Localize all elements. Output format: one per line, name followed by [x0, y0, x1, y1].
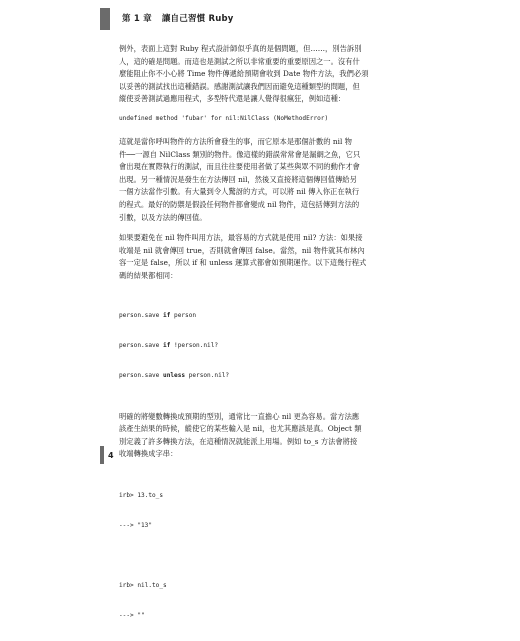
text-line: 件──一源自 NilClass 類別的物件。像這樣的錯誤常常會是漏網之魚，它只	[119, 149, 361, 159]
paragraph-2	[119, 136, 411, 224]
code-line: irb> nil.to_s	[119, 581, 167, 589]
code-block-irb	[119, 471, 411, 641]
paragraph-4	[119, 411, 411, 461]
code-block-nil-check	[119, 291, 411, 401]
text-line: 一個方法當作引數。有大量到令人驚訝的方式，可以將 nil 傳入你正在執行	[119, 187, 360, 197]
paragraph-3	[119, 232, 411, 282]
code-line: person.save if person	[119, 311, 197, 319]
page-body	[119, 43, 411, 641]
page-number: 4	[108, 451, 114, 460]
text-line: 別定義了許多轉換方法，在這種情況就能派上用場。例如 to_s 方法會將接	[119, 436, 358, 446]
code-line: irb> 13.to_s	[119, 491, 164, 499]
text-line: 引數，以及方法的傳回值。	[119, 212, 207, 222]
text-line: 碼的結果都相同：	[119, 270, 178, 280]
page-number-marker	[100, 446, 104, 464]
text-line: 麼能阻止你不小心將 Time 物件傳遞給預期會收到 Date 物件方法，我們必須	[119, 69, 369, 79]
text-line: 如果要避免在 nil 物件叫用方法，最容易的方式就是使用 nil? 方法：如果接	[119, 233, 363, 243]
text-line: 該產生結果的時候，縱使它的某些輸入是 nil，也尤其應該是真。Object 類	[119, 424, 362, 434]
code-line: ---> ""	[119, 611, 145, 619]
text-line: 以妥善的測試找出這種錯誤。感謝測試讓我們因而避免這種類型的問題，但	[119, 81, 360, 91]
chapter-number: 第 1 章	[122, 14, 152, 24]
code-line: person.save unless person.nil?	[119, 371, 230, 379]
code-line	[119, 551, 411, 561]
running-header	[122, 12, 234, 24]
text-line: 這就是當你呼叫物件的方法所會發生的事，而它原本是那個計數的 nil 物	[119, 136, 352, 146]
header-marker	[100, 8, 110, 30]
text-line: 縱使妥善測試過應用程式，多型特代還是讓人覺得很瘋狂，例如這種：	[119, 94, 346, 104]
text-line: 收端轉換成字串：	[119, 449, 178, 459]
chapter-title: 讓自己習慣 Ruby	[161, 14, 234, 24]
text-line: 人，這的確是問題。而這也是測試之所以非常重要的重要原因之一。沒有什	[119, 56, 360, 66]
text-line: 的程式。最好的防禦是假設任何物件都會變成 nil 物件，這包括傳到方法的	[119, 199, 360, 209]
text-line: 收端是 nil 就會傳回 true，否則就會傳回 false。當然，nil 物件就其布林內	[119, 245, 365, 255]
paragraph-1	[119, 43, 411, 106]
text-line: 明確的將變數轉換成預期的型別，通常比一直擔心 nil 更為容易。當方法應	[119, 411, 360, 421]
code-line: person.save if !person.nil?	[119, 341, 219, 349]
error-message-code: undefined method 'fubar' for nil:NilClass (NoMethodError)	[119, 114, 329, 122]
text-line: 會出現在實際執行的測試，而且往往要使用者做了某些與眾不同的動作才會	[119, 162, 360, 172]
code-line: ---> "13"	[119, 521, 153, 529]
text-line: 出現。另一種情況是發生在方法傳回 nil，然後又直接將這個傳回值傳給另	[119, 174, 357, 184]
text-line: 容一定是 false，所以 if 和 unless 運算式都會如預期運作。以下這幾行程式	[119, 258, 367, 268]
text-line: 例外，表面上這對 Ruby 程式設計師似乎真的是個問題，但……，別告訴別	[119, 44, 362, 53]
